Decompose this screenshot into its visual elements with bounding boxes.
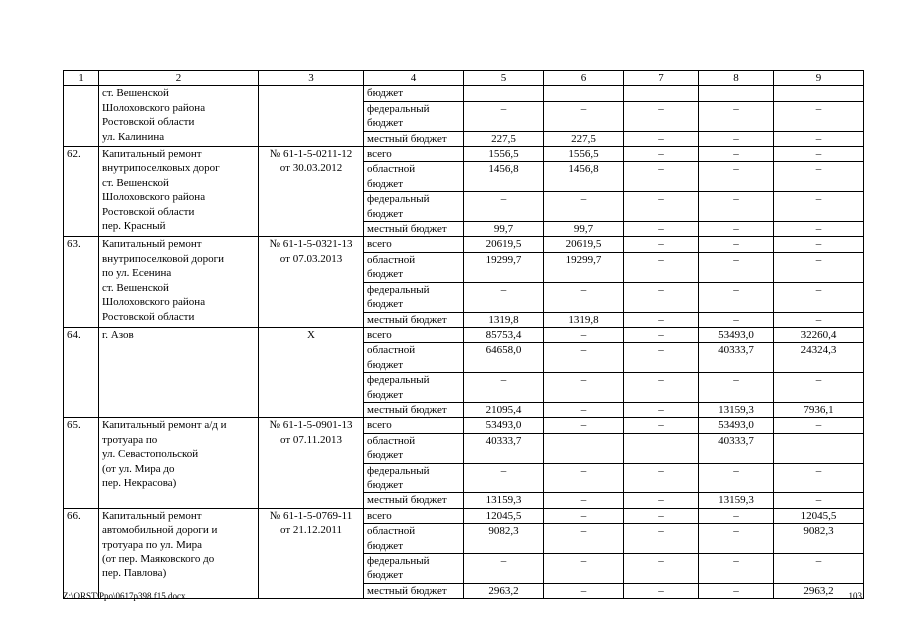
budget-source <box>364 463 464 493</box>
value-cell: – <box>624 524 699 554</box>
budget-source-line: бюджет <box>367 298 403 311</box>
budget-source-line: всего <box>367 419 392 432</box>
budget-source <box>364 237 464 252</box>
budget-source <box>364 493 464 508</box>
object-name-line: пер. Красный <box>102 220 166 233</box>
row-number: 66. <box>64 508 99 598</box>
table-row <box>64 147 864 162</box>
object-name <box>99 327 259 417</box>
value-cell <box>774 86 864 101</box>
value-cell: – <box>624 373 699 403</box>
value-cell <box>624 433 699 463</box>
object-name-line: ст. Вешенской <box>102 281 169 294</box>
budget-source <box>364 192 464 222</box>
value-cell: – <box>624 252 699 282</box>
header-row <box>64 71 864 86</box>
value-cell <box>774 433 864 463</box>
value-cell: – <box>624 418 699 433</box>
value-cell: – <box>774 237 864 252</box>
footer-page-number: 103 <box>848 591 862 601</box>
value-cell: – <box>699 282 774 312</box>
row-number: 63. <box>64 237 99 327</box>
value-cell: – <box>699 162 774 192</box>
value-cell: – <box>774 162 864 192</box>
value-cell: 1319,8 <box>544 312 624 327</box>
object-name-line: пер. Некрасова) <box>102 476 177 489</box>
value-cell: 1456,8 <box>544 162 624 192</box>
value-cell: 12045,5 <box>464 508 544 523</box>
budget-source <box>364 312 464 327</box>
object-name <box>99 508 259 598</box>
value-cell: 1319,8 <box>464 312 544 327</box>
budget-source <box>364 402 464 417</box>
budget-source <box>364 418 464 433</box>
budget-source-line: бюджет <box>367 388 403 401</box>
object-name-line: Ростовской области <box>102 205 195 218</box>
object-name-line: ст. Вешенской <box>102 87 169 100</box>
value-cell: – <box>464 373 544 403</box>
budget-source <box>364 433 464 463</box>
budget-source-line: областной <box>367 253 416 266</box>
value-cell: 99,7 <box>544 222 624 237</box>
column-header: 7 <box>624 71 699 86</box>
column-header: 1 <box>64 71 99 86</box>
budget-source-line: бюджет <box>367 87 403 100</box>
expertise-number-line: от 07.03.2013 <box>279 252 343 265</box>
value-cell: 227,5 <box>544 131 624 146</box>
object-name-line: по ул. Есенина <box>102 267 172 280</box>
budget-source-line: федеральный <box>367 555 430 567</box>
value-cell: – <box>699 373 774 403</box>
value-cell <box>624 86 699 101</box>
budget-source <box>364 343 464 373</box>
budget-source-line: всего <box>367 238 392 251</box>
value-cell: 13159,3 <box>699 493 774 508</box>
value-cell: – <box>624 192 699 222</box>
object-name-line: Шолоховского района <box>102 191 206 204</box>
value-cell: – <box>544 463 624 493</box>
budget-source-line: бюджет <box>367 569 403 582</box>
value-cell: – <box>699 583 774 598</box>
object-name-line: внутрипоселковой дороги <box>102 252 224 265</box>
budget-table <box>63 70 864 599</box>
value-cell: – <box>624 282 699 312</box>
table-row <box>64 237 864 252</box>
budget-source <box>364 554 464 584</box>
object-name <box>99 237 259 327</box>
value-cell <box>699 86 774 101</box>
value-cell: 227,5 <box>464 131 544 146</box>
value-cell: – <box>544 192 624 222</box>
budget-source-line: местный бюджет <box>367 403 447 416</box>
object-name-line: Ростовской области <box>102 116 195 129</box>
budget-source-line: всего <box>367 509 392 522</box>
value-cell: – <box>699 101 774 131</box>
object-name-line: внутрипоселковых дорог <box>102 162 220 175</box>
budget-source-line: бюджет <box>367 358 403 371</box>
value-cell: – <box>624 101 699 131</box>
value-cell: – <box>544 282 624 312</box>
expertise-number-line: № 61-1-5-0321-13 <box>269 238 353 251</box>
value-cell: – <box>624 237 699 252</box>
value-cell: 19299,7 <box>464 252 544 282</box>
value-cell: – <box>624 147 699 162</box>
object-name-line: тротуара по ул. Мира <box>102 538 203 551</box>
column-header: 3 <box>259 71 364 86</box>
value-cell: – <box>544 101 624 131</box>
expertise-number-line: от 30.03.2012 <box>279 162 343 175</box>
row-number: 62. <box>64 147 99 237</box>
value-cell: – <box>624 162 699 192</box>
budget-source <box>364 101 464 131</box>
budget-source <box>364 282 464 312</box>
budget-source <box>364 373 464 403</box>
value-cell: – <box>624 583 699 598</box>
value-cell: – <box>464 463 544 493</box>
budget-source-line: областной <box>367 344 416 357</box>
value-cell: – <box>699 222 774 237</box>
value-cell: – <box>544 554 624 584</box>
budget-source-line: бюджет <box>367 177 403 190</box>
value-cell: 53493,0 <box>699 418 774 433</box>
value-cell: 9082,3 <box>774 524 864 554</box>
value-cell: 21095,4 <box>464 402 544 417</box>
object-name-line: ул. Калинина <box>102 130 165 143</box>
value-cell: 13159,3 <box>464 493 544 508</box>
object-name-line: автомобильной дороги и <box>102 524 218 537</box>
budget-source-line: федеральный <box>367 102 430 115</box>
value-cell: – <box>774 418 864 433</box>
value-cell: – <box>544 343 624 373</box>
budget-source-line: всего <box>367 148 392 161</box>
value-cell: 53493,0 <box>464 418 544 433</box>
budget-source-line: федеральный <box>367 374 430 387</box>
value-cell: 64658,0 <box>464 343 544 373</box>
value-cell: – <box>624 554 699 584</box>
value-cell: 24324,3 <box>774 343 864 373</box>
value-cell: – <box>774 252 864 282</box>
budget-source <box>364 524 464 554</box>
value-cell: – <box>774 101 864 131</box>
value-cell: – <box>624 131 699 146</box>
value-cell: 40333,7 <box>699 433 774 463</box>
budget-source-line: областной <box>367 163 416 176</box>
row-number: 65. <box>64 418 99 508</box>
expertise-number <box>259 86 364 147</box>
object-name-line: пер. Павлова) <box>102 567 167 580</box>
value-cell: 13159,3 <box>699 402 774 417</box>
value-cell: – <box>699 192 774 222</box>
expertise-number-line: от 07.11.2013 <box>279 433 342 446</box>
budget-source-line: бюджет <box>367 539 403 552</box>
value-cell: – <box>699 312 774 327</box>
object-name <box>99 147 259 237</box>
column-header: 2 <box>99 71 259 86</box>
expertise-number-line: № 61-1-5-0769-11 <box>269 509 353 522</box>
value-cell: – <box>774 463 864 493</box>
row-number <box>64 86 99 147</box>
value-cell: – <box>624 463 699 493</box>
value-cell: – <box>774 373 864 403</box>
value-cell: 7936,1 <box>774 402 864 417</box>
budget-source-line: местный бюджет <box>367 584 447 597</box>
table-row <box>64 508 864 523</box>
object-name-line: (от пер. Маяковского до <box>102 553 215 565</box>
value-cell: 85753,4 <box>464 327 544 342</box>
column-header: 4 <box>364 71 464 86</box>
value-cell: – <box>774 222 864 237</box>
value-cell: – <box>464 101 544 131</box>
table-row <box>64 327 864 342</box>
value-cell: 2963,2 <box>464 583 544 598</box>
budget-source-line: федеральный <box>367 193 430 206</box>
value-cell: – <box>699 131 774 146</box>
value-cell: – <box>699 554 774 584</box>
value-cell: – <box>544 327 624 342</box>
value-cell: 1456,8 <box>464 162 544 192</box>
value-cell: 2963,2 <box>774 583 864 598</box>
expertise-number-line: № 61-1-5-0901-13 <box>269 419 353 432</box>
value-cell: – <box>774 192 864 222</box>
value-cell: 19299,7 <box>544 252 624 282</box>
column-header: 9 <box>774 71 864 86</box>
value-cell: – <box>624 508 699 523</box>
column-header: 5 <box>464 71 544 86</box>
value-cell: – <box>699 463 774 493</box>
budget-source-line: федеральный <box>367 464 430 477</box>
object-name-line: тротуара по <box>102 433 158 446</box>
value-cell: – <box>774 554 864 584</box>
object-name-line: Капитальный ремонт <box>102 238 202 251</box>
object-name-line: ст. Вешенской <box>102 176 169 189</box>
budget-source-line: бюджет <box>367 207 403 220</box>
object-name-line: Шолоховского района <box>102 101 206 114</box>
value-cell: – <box>544 583 624 598</box>
footer-file-path: Z:\ORST\Ppo\0617p398.f15.docx <box>63 591 186 601</box>
value-cell: 99,7 <box>464 222 544 237</box>
value-cell: – <box>544 402 624 417</box>
budget-source <box>364 147 464 162</box>
value-cell: – <box>464 282 544 312</box>
value-cell <box>544 433 624 463</box>
value-cell: – <box>699 237 774 252</box>
value-cell: 20619,5 <box>464 237 544 252</box>
value-cell: – <box>544 373 624 403</box>
budget-source <box>364 327 464 342</box>
budget-source-line: местный бюджет <box>367 223 447 236</box>
budget-source <box>364 86 464 101</box>
value-cell: – <box>544 493 624 508</box>
value-cell: 12045,5 <box>774 508 864 523</box>
expertise-number-line: № 61-1-5-0211-12 <box>269 148 353 161</box>
value-cell: 1556,5 <box>464 147 544 162</box>
budget-source-line: местный бюджет <box>367 313 447 326</box>
value-cell: – <box>624 343 699 373</box>
expertise-number <box>259 327 364 417</box>
value-cell <box>464 86 544 101</box>
value-cell: – <box>624 402 699 417</box>
budget-source-line: местный бюджет <box>367 132 447 145</box>
expertise-number-line: от 21.12.2011 <box>279 524 342 537</box>
value-cell: – <box>699 252 774 282</box>
value-cell: – <box>699 508 774 523</box>
budget-source-line: всего <box>367 328 392 341</box>
object-name-line: г. Азов <box>102 328 134 341</box>
expertise-number <box>259 237 364 327</box>
value-cell: – <box>624 222 699 237</box>
column-header: 8 <box>699 71 774 86</box>
table-row <box>64 86 864 101</box>
value-cell: – <box>624 327 699 342</box>
object-name-line: Капитальный ремонт <box>102 509 202 522</box>
value-cell: – <box>774 282 864 312</box>
value-cell: – <box>624 493 699 508</box>
budget-source-line: бюджет <box>367 449 403 462</box>
value-cell: – <box>699 147 774 162</box>
object-name-line: ул. Севастопольской <box>102 448 199 461</box>
value-cell: – <box>774 493 864 508</box>
object-name-line: Капитальный ремонт а/д и <box>102 419 227 432</box>
budget-source-line: областной <box>367 434 416 447</box>
expertise-number <box>259 508 364 598</box>
value-cell: – <box>699 524 774 554</box>
budget-source <box>364 252 464 282</box>
value-cell: – <box>774 131 864 146</box>
value-cell: – <box>544 418 624 433</box>
budget-source-line: бюджет <box>367 117 403 130</box>
budget-source-line: федеральный <box>367 283 430 296</box>
object-name <box>99 418 259 508</box>
value-cell <box>544 86 624 101</box>
table-row <box>64 418 864 433</box>
value-cell: – <box>624 312 699 327</box>
budget-source-line: бюджет <box>367 478 403 491</box>
value-cell: 9082,3 <box>464 524 544 554</box>
value-cell: 32260,4 <box>774 327 864 342</box>
column-header: 6 <box>544 71 624 86</box>
budget-source-line: местный бюджет <box>367 494 447 507</box>
budget-source <box>364 162 464 192</box>
budget-source-line: бюджет <box>367 268 403 281</box>
value-cell: – <box>774 147 864 162</box>
value-cell: – <box>774 312 864 327</box>
value-cell: 40333,7 <box>699 343 774 373</box>
value-cell: 40333,7 <box>464 433 544 463</box>
object-name-line: Капитальный ремонт <box>102 148 202 161</box>
budget-source <box>364 583 464 598</box>
value-cell: – <box>544 524 624 554</box>
budget-source <box>364 222 464 237</box>
value-cell: – <box>464 554 544 584</box>
object-name-line: Ростовской области <box>102 310 195 323</box>
budget-source <box>364 131 464 146</box>
budget-source <box>364 508 464 523</box>
value-cell: – <box>464 192 544 222</box>
expertise-number <box>259 418 364 508</box>
object-name-line: (от ул. Мира до <box>102 462 175 475</box>
value-cell: 20619,5 <box>544 237 624 252</box>
value-cell: – <box>544 508 624 523</box>
expertise-number-line: Х <box>307 328 315 341</box>
expertise-number <box>259 147 364 237</box>
budget-source-line: областной <box>367 525 416 538</box>
value-cell: 1556,5 <box>544 147 624 162</box>
object-name <box>99 86 259 147</box>
row-number: 64. <box>64 327 99 417</box>
object-name-line: Шолоховского района <box>102 296 206 309</box>
value-cell: 53493,0 <box>699 327 774 342</box>
